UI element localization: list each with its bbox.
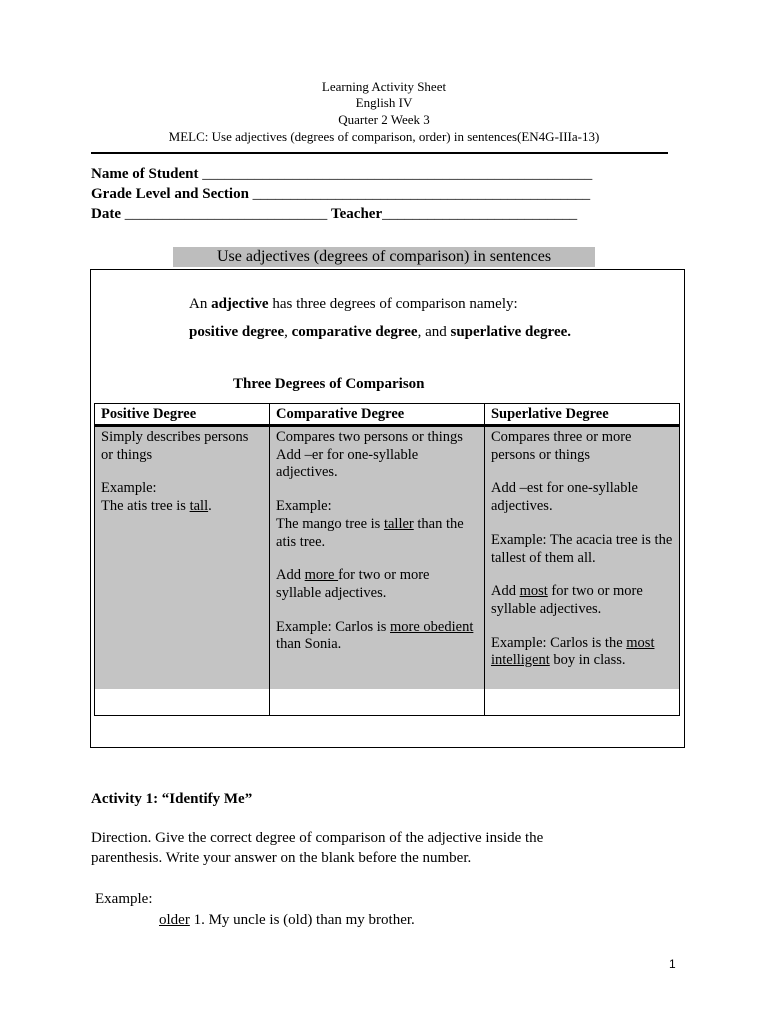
activity-example-label: Example: <box>95 891 153 907</box>
example-adjective: most intelligent <box>490 634 655 669</box>
date-blank[interactable]: ___________________________ <box>121 206 331 222</box>
comparative-example-label: Example: <box>276 498 332 515</box>
rule-text: Add <box>490 583 520 600</box>
section-title: Use adjectives (degrees of comparison) in sentences <box>173 247 595 267</box>
intro-text: , <box>284 324 292 340</box>
rule-keyword: more <box>304 567 339 584</box>
activity-title: Activity 1: “Identify Me” <box>91 791 253 807</box>
student-name-label: Name of Student <box>91 166 199 182</box>
activity-direction-line-2: parenthesis. Write your answer on the blank before the number. <box>91 850 472 866</box>
superlative-cell <box>484 426 679 690</box>
example-text: Example: Carlos is the <box>490 634 627 651</box>
student-name-field[interactable] <box>91 166 592 183</box>
teacher-blank[interactable]: __________________________ <box>382 206 578 222</box>
superlative-rule-1: Add –est for one-syllable adjectives. <box>490 480 638 515</box>
comparative-rule-2 <box>276 567 478 602</box>
example-text: than Sonia. <box>276 636 342 653</box>
comparative-rule-1: Add –er for one-syllable adjectives. <box>276 446 419 481</box>
comparative-cell <box>270 426 485 690</box>
example-text: The mango tree is <box>276 515 384 532</box>
student-name-blank[interactable]: ____________________________________________________ <box>198 166 593 182</box>
grade-section-field[interactable] <box>91 186 590 203</box>
example-text: boy in class. <box>549 652 626 669</box>
comparative-description: Compares two persons or things <box>276 429 463 445</box>
positive-example-label: Example: <box>101 480 157 497</box>
example-sentence: 1. My uncle is (old) than my brother. <box>189 912 415 928</box>
column-header-comparative: Comparative Degree <box>270 404 485 426</box>
grade-section-blank[interactable]: _____________________________________________ <box>248 186 591 202</box>
superlative-description: Compares three or more persons or things <box>490 429 632 463</box>
intro-text: , and <box>417 324 451 340</box>
rule-text: for two or more syllable adjectives. <box>276 567 430 601</box>
subject-label: English IV <box>355 95 413 110</box>
intro-keyword: adjective <box>211 296 269 312</box>
grade-section-label: Grade Level and Section <box>91 186 249 202</box>
activity-direction-line-1: Direction. Give the correct degree of comparison of the adjective inside the <box>91 830 544 846</box>
sheet-title: Learning Activity Sheet <box>321 79 447 94</box>
intro-paragraph-1 <box>189 296 518 313</box>
comparative-example-1 <box>276 516 478 551</box>
column-header-superlative: Superlative Degree <box>484 404 679 426</box>
example-adjective: more obedient <box>390 618 474 635</box>
intro-paragraph-2 <box>189 324 571 341</box>
page-number: 1 <box>669 957 676 971</box>
column-header-positive: Positive Degree <box>95 404 270 426</box>
superlative-example-2 <box>491 635 673 670</box>
example-text: The atis tree is <box>101 498 190 515</box>
superlative-rule-2 <box>491 583 673 618</box>
table-title: Three Degrees of Comparison <box>233 376 425 392</box>
intro-text: An <box>189 296 212 312</box>
date-label: Date <box>91 206 121 222</box>
rule-text: for two or more syllable adjectives. <box>490 583 643 617</box>
date-teacher-field[interactable] <box>91 206 577 223</box>
quarter-week-label: Quarter 2 Week 3 <box>338 112 430 127</box>
superlative-degree-term: superlative degree. <box>450 324 572 340</box>
positive-cell <box>95 426 270 690</box>
table-padding-cell <box>270 689 485 716</box>
table-padding-cell <box>484 689 679 716</box>
teacher-label: Teacher <box>331 206 383 222</box>
example-answer-blank[interactable]: older <box>159 912 190 928</box>
example-adjective: taller <box>383 515 414 532</box>
positive-degree-term: positive degree <box>189 324 285 340</box>
comparative-example-2 <box>276 619 478 654</box>
superlative-example-1: Example: The acacia tree is the tallest of them all. <box>490 531 673 566</box>
example-text: than the atis tree. <box>276 515 464 550</box>
activity-example-item <box>159 912 415 929</box>
positive-description: Simply describes persons or things <box>101 429 249 463</box>
example-text: . <box>208 498 212 515</box>
table-padding-cell <box>95 689 270 716</box>
intro-text: has three degrees of comparison namely: <box>268 296 518 312</box>
example-text: Example: Carlos is <box>276 618 391 635</box>
rule-keyword: most <box>519 583 548 600</box>
comparative-degree-term: comparative degree <box>291 324 418 340</box>
degrees-table <box>94 403 680 716</box>
rule-text: Add <box>276 567 305 584</box>
header-divider <box>91 152 668 154</box>
melc-label: MELC: Use adjectives (degrees of comparison, order) in sentences(EN4G-IIIa-13) <box>168 129 600 144</box>
positive-example <box>101 498 263 516</box>
example-adjective: tall <box>189 498 209 515</box>
